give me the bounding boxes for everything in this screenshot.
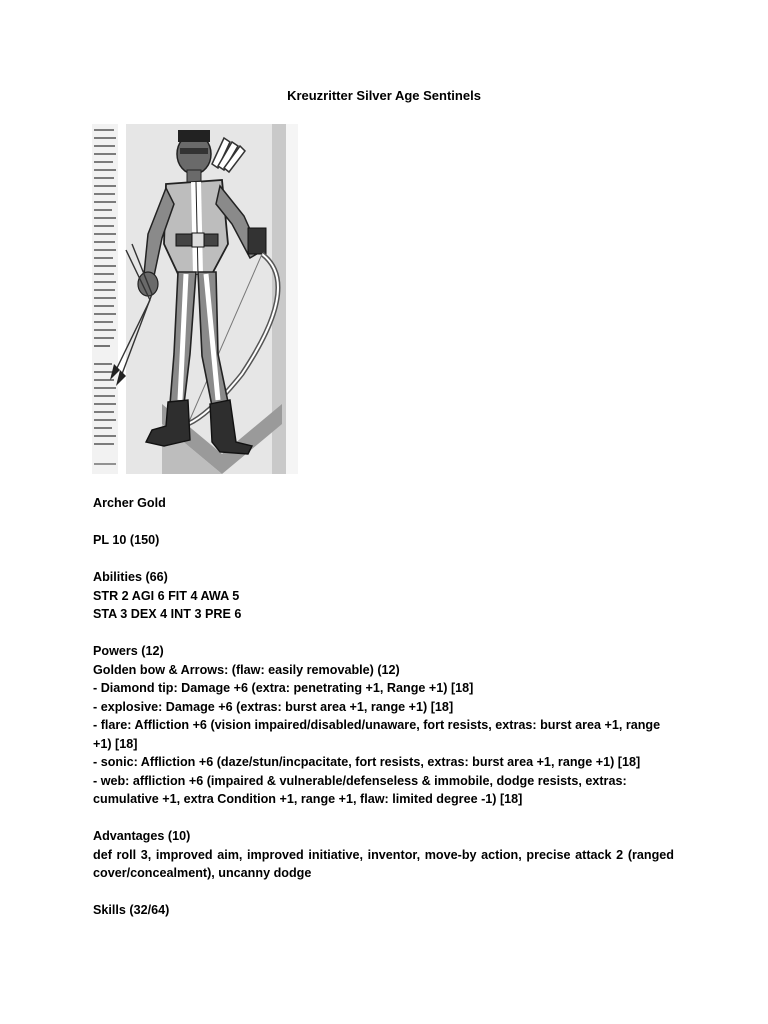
power-item: - flare: Affliction +6 (vision impaired/disabled/unaware, fort resists, extras: burst area +1, range +1) [18] xyxy=(93,718,661,751)
abilities-heading: Abilities (66) xyxy=(93,570,168,584)
powers-heading: Powers (12) xyxy=(93,644,164,658)
skills-heading: Skills (32/64) xyxy=(93,903,170,917)
power-item: - explosive: Damage +6 (extras: burst area +1, range +1) [18] xyxy=(93,699,454,714)
character-name: Archer Gold xyxy=(93,496,166,510)
power-item: - Diamond tip: Damage +6 (extra: penetrating +1, Range +1) [18] xyxy=(93,681,474,695)
character-illustration xyxy=(92,124,298,474)
advantages-heading: Advantages (10) xyxy=(93,829,191,843)
power-item: - sonic: Affliction +6 (daze/stun/incpacitate, fort resists, extras: burst area +1, range +1) [18] xyxy=(93,755,641,769)
abilities-line: STR 2 AGI 6 FIT 4 AWA 5 xyxy=(93,588,240,603)
power-level: PL 10 (150) xyxy=(93,533,160,547)
abilities-line: STA 3 DEX 4 INT 3 PRE 6 xyxy=(93,607,242,621)
document-title: Kreuzritter Silver Age Sentinels xyxy=(287,88,481,103)
advantages-text: def roll 3, improved aim, improved initiative, inventor, move-by action, precise attack 2 (ranged cover/concealment), uncanny dodge xyxy=(93,847,674,880)
powers-main: Golden bow & Arrows: (flaw: easily removable) (12) xyxy=(93,662,400,677)
power-item: - web: affliction +6 (impaired & vulnerable/defenseless & immobile, dodge resists, extras: cumulative +1, extra Condition +1, range +1, flaw: limited degree -1) [18] xyxy=(93,773,627,806)
character-sheet xyxy=(93,494,674,920)
